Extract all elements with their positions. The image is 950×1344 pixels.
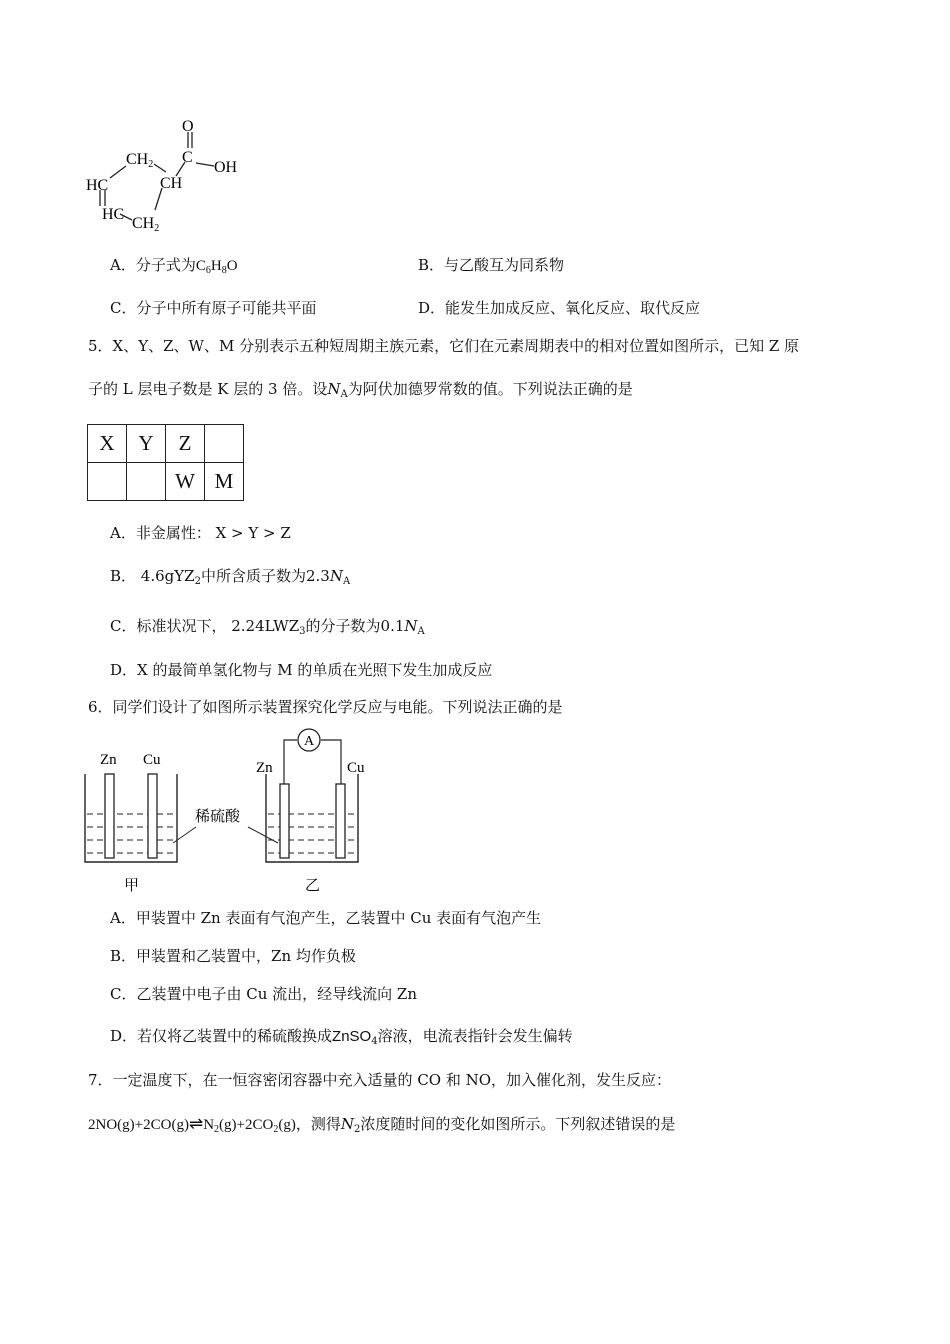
ch2-bottom-label: CH2: [132, 215, 160, 234]
acid-level-jia: [87, 814, 175, 853]
ch2-hc-bond: [110, 166, 126, 178]
galvanic-cell-figure: [80, 726, 380, 898]
cu-electrode-yi: [336, 784, 345, 858]
zn-label-yi: Zn: [256, 760, 273, 776]
table-cell: X: [88, 425, 127, 463]
cu-label-yi: Cu: [347, 760, 365, 776]
q7-stem-line1: 7．一定温度下，在一恒容密闭容器中充入适量的 CO 和 NO，加入催化剂，发生反应：: [88, 1071, 672, 1089]
table-row: [88, 463, 244, 501]
table-cell: Y: [127, 425, 166, 463]
table-cell: W: [166, 463, 205, 501]
acid-pointer-right: [248, 827, 278, 843]
hc-lower-label: HC: [102, 206, 125, 223]
q5-option-c: C．标准状况下， $2.24LWZ_3$的分子数为$0.1N_A$: [110, 617, 425, 637]
hydroxyl-label: OH: [214, 159, 238, 176]
caption-yi: 乙: [305, 878, 321, 894]
zn-electrode-jia: [105, 774, 114, 858]
q6-option-c: C．乙装置中电子由 Cu 流出，经导线流向 Zn: [110, 985, 418, 1003]
oxygen-label: O: [182, 118, 194, 135]
zn-electrode-yi: [280, 784, 289, 858]
q6-stem: 6．同学们设计了如图所示装置探究化学反应与电能。下列说法正确的是: [88, 698, 563, 716]
table-cell: Z: [166, 425, 205, 463]
q6-option-b: B．甲装置和乙装置中，Zn 均作负极: [110, 947, 356, 965]
wire-left: [284, 740, 297, 784]
ch2-ch-bond: [154, 164, 166, 172]
zn-label-jia: Zn: [100, 752, 117, 768]
beaker-jia: [85, 774, 177, 862]
formula-c6h8o: $C_6H_8O$: [195, 258, 238, 276]
table-cell: [127, 463, 166, 501]
cyclopentene-carboxylic-acid-structure: [82, 118, 262, 238]
q4-option-d: D．能发生加成反应、氧化反应、取代反应: [418, 299, 701, 317]
cu-electrode-jia: [148, 774, 157, 858]
q5-stem-line2: 子的 L 层电子数是 K 层的 3 倍。设$N_A$为阿伏加德罗常数的值。下列说法正确的是: [88, 380, 633, 400]
q7-stem-line2: $2NO(g)+2CO(g)\rightleftharpoons N_2(g)+2CO_2(g)$，测得$N_2$浓度随时间的变化如图所示。下列叙述错误的是: [88, 1114, 676, 1135]
c-oh-bond: [196, 163, 214, 166]
q6-option-d: D．若仅将乙装置中的稀硫酸换成ZnSO$_4$溶液，电流表指针会发生偏转: [110, 1027, 573, 1047]
table-cell: [205, 425, 244, 463]
q5-stem-line1: 5．X、Y、Z、W、M 分别表示五种短周期主族元素，它们在元素周期表中的相对位置如图所示，已知 Z 原: [88, 337, 800, 355]
q6-option-a: A．甲装置中 Zn 表面有气泡产生，乙装置中 Cu 表面有气泡产生: [110, 909, 542, 927]
ammeter-label: A: [304, 734, 315, 749]
ch-label: CH: [160, 175, 183, 192]
caption-jia: 甲: [124, 878, 140, 894]
q4-option-b: B．与乙酸互为同系物: [418, 256, 565, 274]
table-cell: [88, 463, 127, 501]
wire-right: [321, 740, 341, 784]
table-cell: M: [205, 463, 244, 501]
table-row: [88, 425, 244, 463]
q5-option-d: D．X 的最简单氢化物与 M 的单质在光照下发生加成反应: [110, 661, 493, 679]
ch2-top-label: CH2: [126, 151, 154, 170]
periodic-table-fragment: [87, 424, 244, 501]
reaction-equation: $2NO(g)+2CO(g)\rightleftharpoons N_2(g)+2CO_2(g)$: [88, 1114, 296, 1135]
cu-label-jia: Cu: [143, 752, 161, 768]
hc-upper-label: HC: [86, 177, 109, 194]
acid-label: 稀硫酸: [195, 809, 241, 825]
q5-option-a: A．非金属性： X > Y > Z: [110, 524, 291, 542]
q4-option-a: A．分子式为$C_6H_8O$: [110, 256, 238, 276]
q4-option-c: C．分子中所有原子可能共平面: [110, 299, 317, 317]
q5-option-b: B． 4.6gYZ$_2$中所含质子数为$2.3N_A$: [110, 567, 351, 587]
carbon-label: C: [182, 149, 193, 166]
